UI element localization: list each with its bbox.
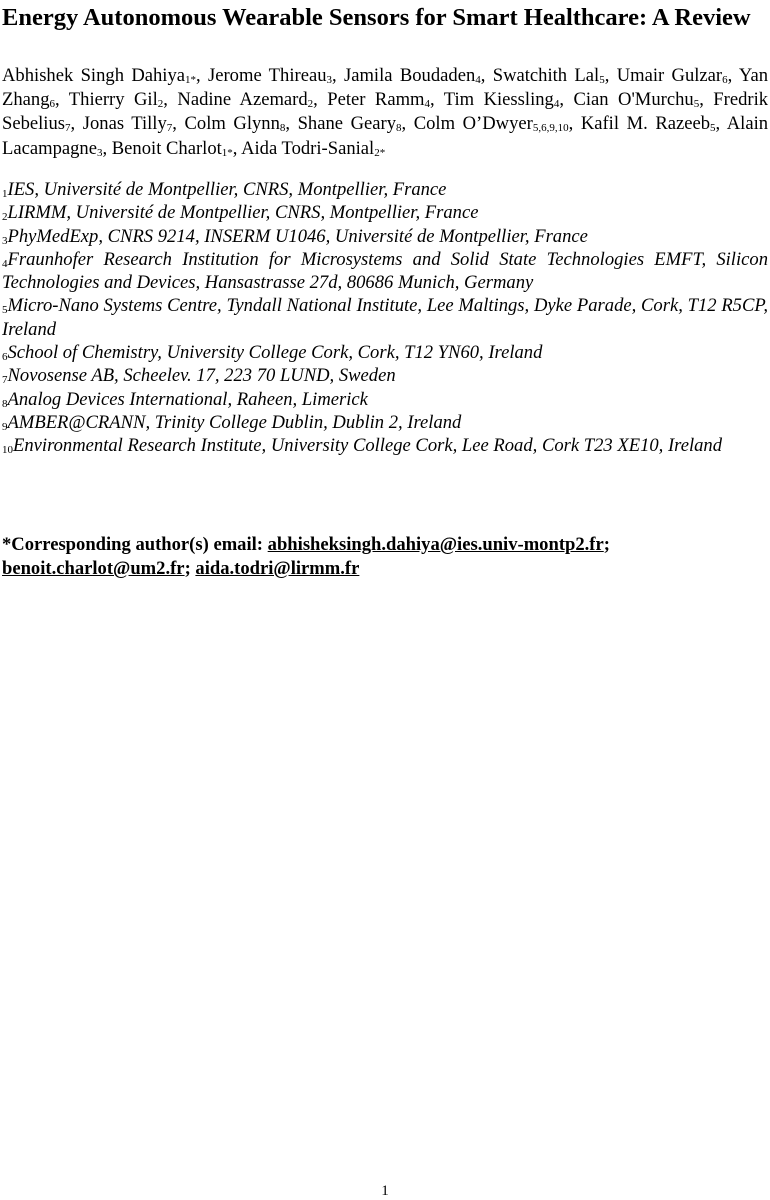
corresponding-label: *Corresponding author(s) email: bbox=[2, 534, 264, 555]
author bbox=[241, 138, 385, 159]
affiliation-number: 10 bbox=[2, 444, 13, 457]
author-affiliation-mark: 1* bbox=[221, 146, 233, 159]
author-affiliation-mark: 4 bbox=[553, 98, 560, 111]
affiliation bbox=[2, 388, 768, 411]
author-name: Tim Kiessling bbox=[443, 89, 554, 111]
affiliation-text: Environmental Research Institute, University College Cork, Lee Road, Cork T23 XE10, Ireland bbox=[13, 435, 723, 457]
author-name: Fredrik Sebelius bbox=[2, 89, 769, 135]
author-affiliation-mark: 3 bbox=[326, 74, 332, 86]
affiliation bbox=[2, 434, 768, 457]
author bbox=[327, 89, 430, 110]
author-name: Nadine Azemard bbox=[177, 89, 308, 111]
email-link[interactable]: benoit.charlot@um2.fr bbox=[2, 558, 185, 579]
author bbox=[83, 113, 173, 134]
author-name: Kafil M. Razeeb bbox=[580, 113, 711, 135]
author-name: Colm Glynn bbox=[184, 113, 280, 135]
author-affiliation-mark: 2 bbox=[157, 98, 164, 111]
author bbox=[344, 65, 481, 86]
author-name: Thierry Gil bbox=[68, 89, 158, 111]
author bbox=[69, 89, 163, 110]
affiliation-number: 8 bbox=[2, 397, 8, 410]
email-link[interactable]: aida.todri@lirmm.fr bbox=[195, 558, 360, 579]
author bbox=[2, 65, 196, 86]
affiliation-number: 6 bbox=[2, 351, 8, 364]
author-affiliation-mark: 5 bbox=[693, 98, 700, 111]
author-name: Abhishek Singh Dahiya bbox=[2, 65, 186, 86]
author-name: Cian O'Murchu bbox=[573, 89, 694, 111]
affiliation-number: 5 bbox=[2, 304, 8, 317]
email-link[interactable]: abhisheksingh.dahiya@ies.univ-montp2.fr bbox=[267, 534, 604, 555]
affiliation bbox=[2, 364, 768, 387]
affiliation bbox=[2, 178, 768, 201]
author-name: Yan Zhang bbox=[2, 65, 769, 111]
author-affiliation-mark: 1* bbox=[185, 74, 197, 86]
author-name: Jonas Tilly bbox=[82, 113, 167, 135]
author-name: Alain Lacampagne bbox=[2, 113, 769, 159]
author bbox=[493, 65, 605, 86]
author-affiliation-mark: 5,6,9,10 bbox=[532, 122, 569, 135]
affiliation bbox=[2, 225, 768, 248]
author-name: Jamila Boudaden bbox=[343, 65, 476, 86]
affiliation-number: 3 bbox=[2, 234, 8, 247]
affiliation-text: AMBER@CRANN, Trinity College Dublin, Dublin 2, Ireland bbox=[7, 411, 462, 433]
affiliation-number: 7 bbox=[2, 374, 8, 387]
author bbox=[414, 113, 569, 134]
author bbox=[298, 113, 402, 134]
author-list: Abhishek Singh Dahiya$_{1*}$, Jerome Thireau$_3$, Jamila Boudaden$_4$, Swatchith Lal$_5$, Umair Gulzar$_6$, Yan Zhang$_6$, Thierry Gil$_2$, Nadine Azemard$_2$, Peter Ramm$_4$, Tim Kiessling$_4$, Cian O'Murchu$_5$, Fredrik Sebelius$_7$, Jonas Tilly$_7$, Colm Glynn$_8$, Shane Geary$_8$, Colm O’Dwyer$_{5,6,9,10}$, Kafil M. Razeeb$_5$, Alain Lacampagne$_3$, Benoit Charlot$_{1*}$, Aida Todri-Sanial$_{2*}$ bbox=[2, 65, 769, 159]
author-affiliation-mark: 5 bbox=[599, 74, 605, 86]
affiliation-text: Novosense AB, Scheelev. 17, 223 70 LUND, Sweden bbox=[7, 365, 396, 387]
corresponding-author-block: *Corresponding author(s) email: abhisheksingh.dahiya@ies.univ-montp2.fr; benoit.charlot@um2.fr; aida.todri@lirmm.fr bbox=[2, 534, 610, 579]
affiliation bbox=[2, 411, 768, 434]
affiliation-number: 4 bbox=[2, 257, 8, 270]
author-affiliation-mark: 3 bbox=[96, 146, 103, 159]
author bbox=[444, 89, 560, 110]
author bbox=[185, 113, 286, 134]
author-name: Colm O’Dwyer bbox=[413, 113, 533, 135]
author bbox=[573, 89, 699, 110]
affiliation-number: 1 bbox=[2, 188, 8, 200]
affiliation bbox=[2, 294, 768, 341]
author bbox=[617, 65, 728, 86]
paper-title: Energy Autonomous Wearable Sensors for Smart Healthcare: A Review bbox=[2, 4, 751, 31]
author-name: Peter Ramm bbox=[327, 89, 425, 111]
author-name: Aida Todri-Sanial bbox=[241, 137, 375, 159]
affiliation-text: School of Chemistry, University College Cork, Cork, T12 YN60, Ireland bbox=[7, 342, 543, 364]
affiliation-number: 2 bbox=[2, 211, 8, 224]
author-affiliation-mark: 8 bbox=[279, 122, 286, 135]
author bbox=[581, 113, 716, 134]
author-affiliation-mark: 4 bbox=[424, 98, 431, 111]
author-affiliation-mark: 5 bbox=[710, 122, 716, 135]
affiliation-number: 9 bbox=[2, 420, 8, 433]
affiliation-text: Analog Devices International, Raheen, Limerick bbox=[7, 388, 368, 410]
affiliation-text: PhyMedExp, CNRS 9214, INSERM U1046, Université de Montpellier, France bbox=[7, 225, 588, 247]
author bbox=[208, 65, 332, 86]
author-affiliation-mark: 7 bbox=[166, 122, 173, 135]
affiliation bbox=[2, 341, 768, 364]
affiliation-text: LIRMM, Université de Montpellier, CNRS, Montpellier, France bbox=[7, 202, 479, 224]
affiliation-list bbox=[2, 178, 768, 458]
affiliation-text: Fraunhofer Research Institution for Microsystems and Solid State Technologies EMFT, Silicon Technologies and Devices, Hansastrasse 27d, 80686 Munich, Germany bbox=[2, 248, 768, 294]
affiliation-text: IES, Université de Montpellier, CNRS, Montpellier, France bbox=[7, 179, 447, 200]
author-name: Shane Geary bbox=[297, 113, 397, 135]
affiliation bbox=[2, 248, 768, 295]
author-affiliation-mark: 6 bbox=[722, 74, 728, 86]
author bbox=[177, 89, 313, 110]
author-affiliation-mark: 7 bbox=[65, 122, 71, 135]
author bbox=[112, 138, 233, 159]
page-number: 1 bbox=[381, 1183, 389, 1199]
author-affiliation-mark: 4 bbox=[475, 74, 481, 86]
author-name: Umair Gulzar bbox=[616, 65, 723, 86]
affiliation bbox=[2, 201, 768, 224]
author-name: Benoit Charlot bbox=[111, 137, 222, 159]
author-affiliation-mark: 2* bbox=[374, 146, 386, 159]
author-affiliation-mark: 6 bbox=[49, 98, 56, 111]
author-name: Swatchith Lal bbox=[492, 65, 600, 86]
affiliation-text: Micro-Nano Systems Centre, Tyndall National Institute, Lee Maltings, Dyke Parade, Cork, T12 R5CP, Ireland bbox=[2, 295, 768, 340]
author-affiliation-mark: 8 bbox=[396, 122, 402, 135]
author-name: Jerome Thireau bbox=[208, 65, 327, 86]
author-affiliation-mark: 2 bbox=[307, 98, 314, 111]
